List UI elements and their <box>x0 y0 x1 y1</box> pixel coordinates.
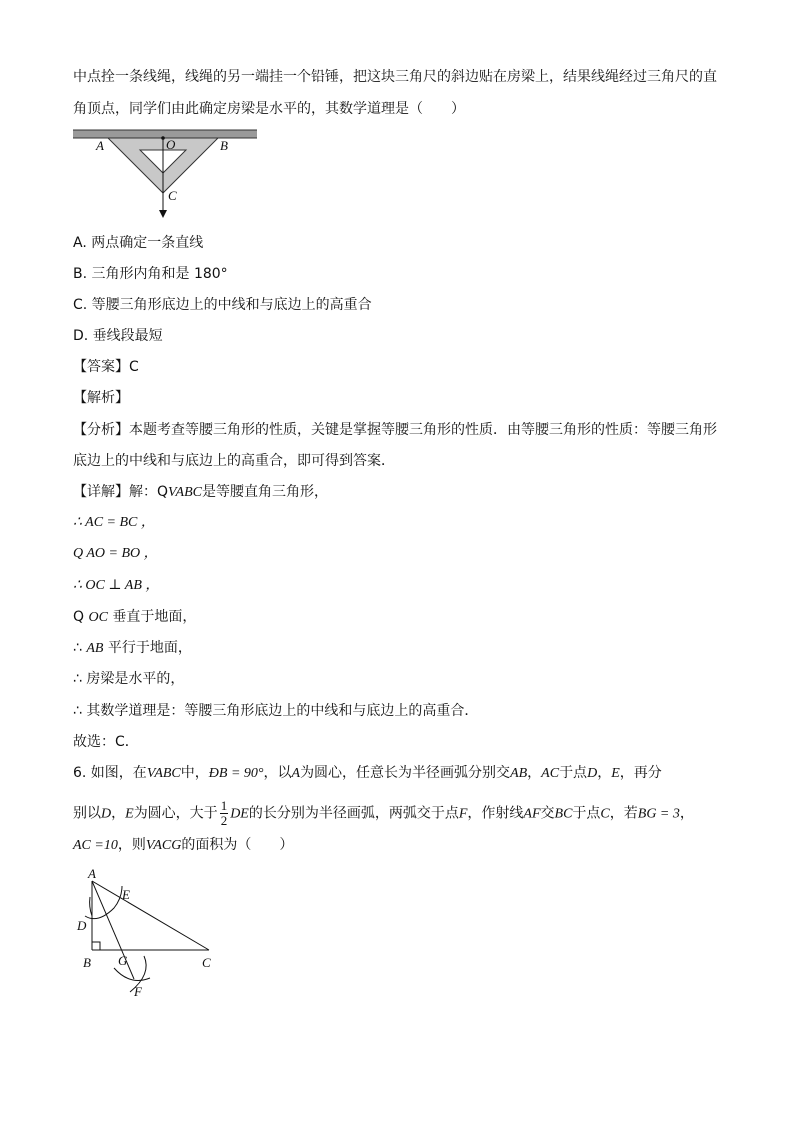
q6-l1-E: E <box>611 766 620 781</box>
q6-l2-BG: BG = 3 <box>637 806 680 822</box>
analysis-tag: 【解析】 <box>73 390 129 406</box>
detail-triangle: VABC <box>168 485 202 500</box>
q6-l2-C: C <box>600 806 610 822</box>
q6-figure-right-triangle <box>72 864 222 1004</box>
label-E: E <box>122 887 130 902</box>
q6-l1-angle: ÐB = 90° <box>208 766 264 781</box>
option-d: D. 垂线段最短 <box>73 328 163 344</box>
q6-l1-AB: AB <box>510 766 528 781</box>
option-b: B. 三角形内角和是 180° <box>73 266 228 282</box>
option-c: C. 等腰三角形底边上的中线和与底边上的高重合 <box>73 297 372 313</box>
step-3: ∴ OC ⊥ AB ， <box>73 578 160 593</box>
label-C: C <box>202 955 211 970</box>
analysis-line-2: 底边上的中线和与底边上的高重合，即可得到答案． <box>73 453 395 469</box>
q6-l1-f: 于点 <box>559 765 588 781</box>
q5-stem-line-2: 角顶点，同学们由此确定房梁是水平的，其数学道理是（ ） <box>73 101 465 117</box>
q6-l1-tri: VABC <box>146 766 181 781</box>
q6-line-2 <box>73 799 694 828</box>
fraction-den: 2 <box>220 813 228 828</box>
plumb-arrow <box>159 210 167 218</box>
step-5-suffix: 平行于地面， <box>103 640 192 656</box>
q6-l1-a: 6. 如图，在 <box>73 765 147 781</box>
right-angle-mark <box>92 942 100 950</box>
step-4-prefix: Q <box>73 609 89 625</box>
step-8: 故选：C． <box>73 734 139 750</box>
q6-l1-d: 为圆心，任意长为半径画弧分别交 <box>300 765 511 781</box>
q6-line-3 <box>73 835 293 856</box>
q6-l2-AF: AF <box>523 806 541 822</box>
q6-l1-e: ， <box>527 765 542 781</box>
label-F: F <box>134 984 142 999</box>
label-B: B <box>83 955 91 970</box>
step-5-prefix: ∴ <box>73 640 87 656</box>
step-4-var: OC <box>88 610 108 625</box>
side-AC <box>92 881 209 950</box>
detail-suffix: 是等腰直角三角形， <box>202 484 328 500</box>
label-G: G <box>118 953 128 968</box>
q6-l2-DE: DE <box>230 806 249 822</box>
answer-tag: 【答案】 <box>73 359 129 375</box>
q6-l3-a: ，则 <box>117 837 146 853</box>
step-5 <box>73 638 192 659</box>
q6-l2-c: 为圆心，大于 <box>133 805 218 822</box>
q6-l3-tri: VACG <box>145 838 182 853</box>
q6-l2-a: 别以 <box>73 805 101 822</box>
q6-l1-AC: AC <box>541 766 560 781</box>
q6-l2-E: E <box>125 806 134 822</box>
q6-l1-D: D <box>587 766 598 781</box>
q6-l2-g: 于点 <box>572 805 601 822</box>
answer-value: C <box>129 359 139 375</box>
fraction-num: 1 <box>220 798 228 813</box>
analysis-line-1: 【分析】本题考查等腰三角形的性质，关键是掌握等腰三角形的性质．由等腰三角形的性质：等腰三角形 <box>73 422 717 438</box>
answer-line <box>73 357 139 377</box>
label-D: D <box>77 918 87 933</box>
q6-l2-d: 的长分别为半径画弧，两弧交于点 <box>248 805 459 822</box>
q6-l1-A: A <box>291 766 301 781</box>
step-4 <box>73 607 196 628</box>
label-A: A <box>88 866 96 881</box>
beam <box>73 130 257 138</box>
step-4-suffix: 垂直于地面， <box>107 609 197 625</box>
step-2: Q AO = BO ， <box>73 546 158 561</box>
q6-l2-D: D <box>101 806 112 822</box>
label-C: C <box>168 188 177 203</box>
q6-line-1 <box>73 763 662 784</box>
label-O: O <box>166 137 176 152</box>
step-1: ∴ AC = BC ， <box>73 515 155 530</box>
q6-l1-b: 中， <box>180 765 209 781</box>
step-6: ∴ 房梁是水平的， <box>73 671 185 687</box>
step-7: ∴ 其数学道理是：等腰三角形底边上的中线和与底边上的高重合． <box>73 703 479 719</box>
q6-l2-BC: BC <box>554 806 573 822</box>
arc-DE <box>85 886 122 919</box>
detail-prefix: 【详解】解：Q <box>73 484 169 500</box>
q6-l2-h: ，若 <box>609 805 638 822</box>
q6-l2-f: 交 <box>540 805 555 822</box>
q6-l2-b: ， <box>111 805 126 822</box>
label-B: B <box>220 138 228 153</box>
step-5-var: AB <box>86 641 104 656</box>
q5-stem-line-1: 中点拴一条线绳，线绳的另一端挂一个铅锤，把这块三角尺的斜边贴在房梁上，结果线绳经过三角尺的直 <box>73 69 717 85</box>
q6-l2-e: ，作射线 <box>467 805 524 822</box>
q6-l2-F: F <box>458 806 468 822</box>
detail-line <box>73 482 328 503</box>
q6-l3-b: 的面积为（ ） <box>181 837 294 853</box>
q6-l1-h: ，再分 <box>619 765 662 781</box>
q6-l1-c: ，以 <box>263 765 292 781</box>
q5-figure-triangle-ruler <box>70 128 260 220</box>
fraction-one-half <box>220 799 229 828</box>
q6-l2-i: ， <box>679 805 694 822</box>
q6-l3-AC: AC =10 <box>73 838 118 853</box>
label-A: A <box>96 138 104 153</box>
q6-l1-g: ， <box>597 765 612 781</box>
option-a: A. 两点确定一条直线 <box>73 235 204 251</box>
